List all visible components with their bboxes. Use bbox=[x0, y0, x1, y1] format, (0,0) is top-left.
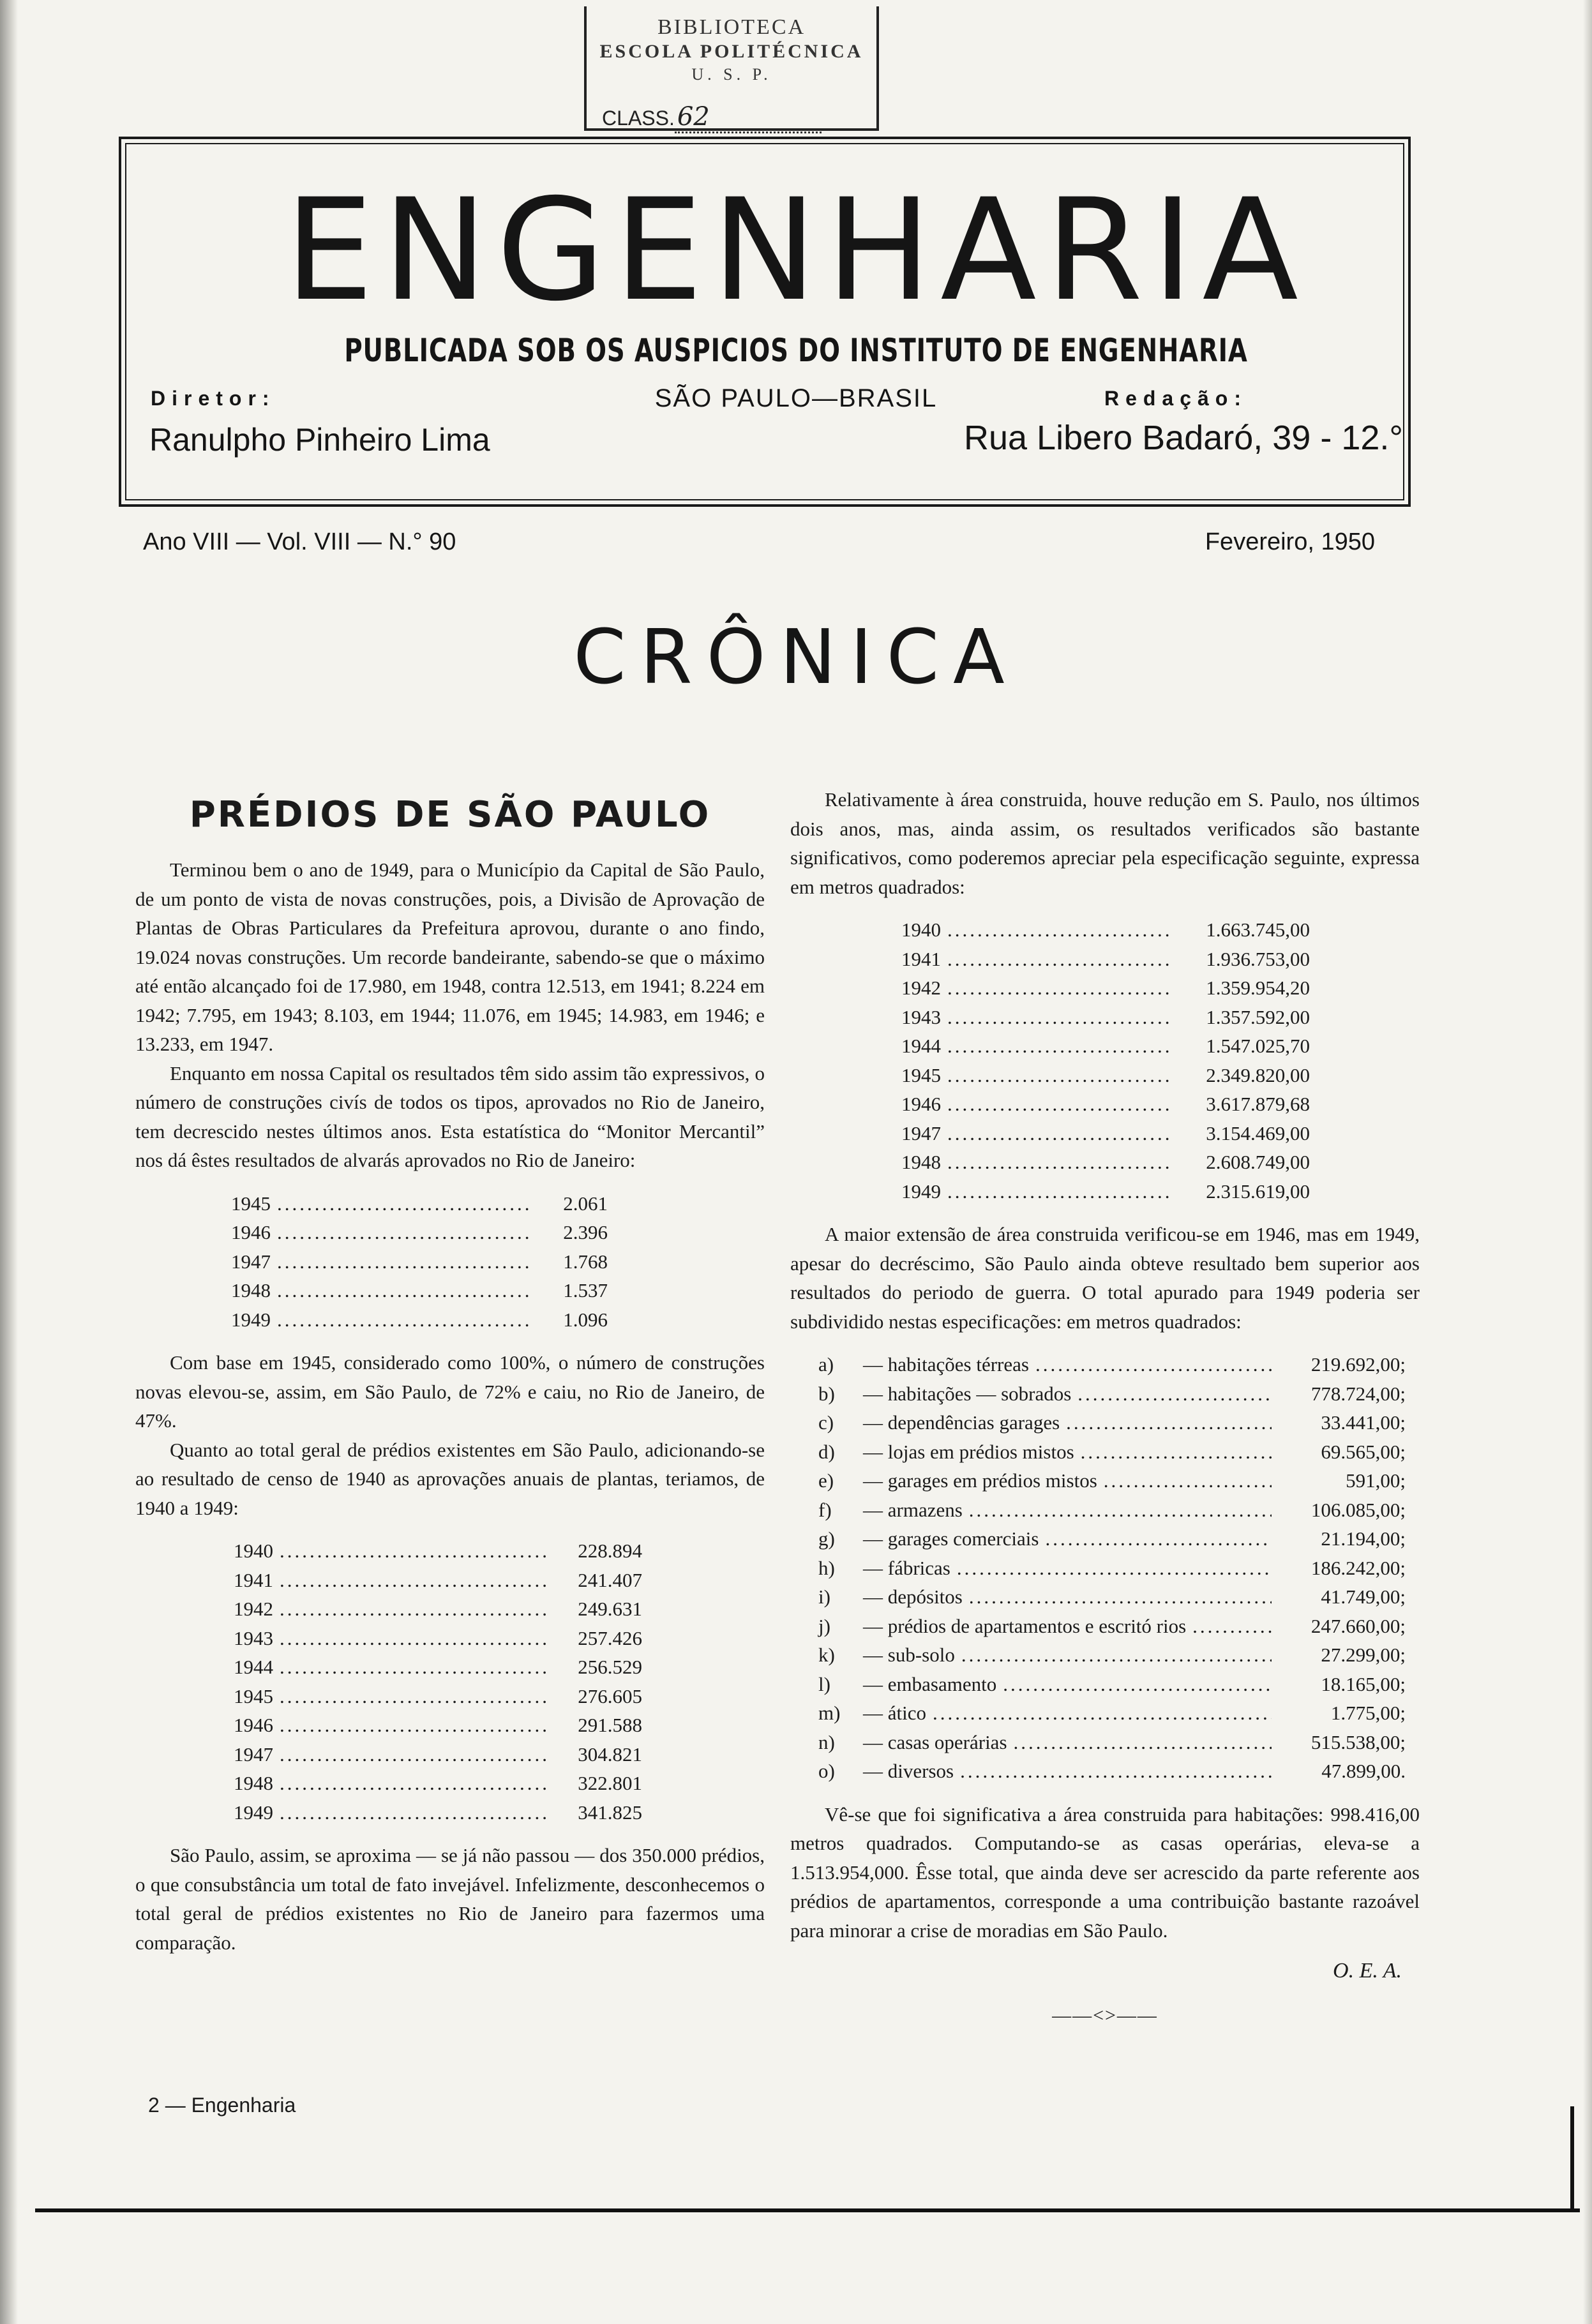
article-heading: PRÉDIOS DE SÃO PAULO bbox=[189, 794, 711, 836]
paragraph-6: Relativamente à área construida, houve redução em S. Paulo, nos últimos dois anos, mas, ainda assim, os resultados verificados são bastante significativos, como poderemos apreciar pela especificação seguinte, expressa em metros quadrados: bbox=[790, 788, 1420, 898]
table-row: g) — garages comerciais ..... 21.194,00; bbox=[818, 1524, 1406, 1554]
signature: O. E. A. bbox=[1333, 1959, 1402, 1983]
page-bottom-edge bbox=[35, 2208, 1580, 2212]
table-row: 1946 ..... 291.588 bbox=[234, 1711, 642, 1740]
stamp-class-label: CLASS. bbox=[602, 107, 675, 130]
table-row: m) — ático ..... 1.775,00; bbox=[818, 1698, 1406, 1728]
table-row: 1945 ..... 2.349.820,00 bbox=[901, 1061, 1310, 1090]
stamp-class-value: 62 bbox=[677, 102, 710, 131]
stamp-line-3: U. S. P. bbox=[691, 65, 772, 84]
table-row: 1941 ..... 241.407 bbox=[234, 1566, 642, 1595]
table-row: e) — garages em prédios mistos ..... 591,00; bbox=[818, 1466, 1406, 1496]
ornament: ——<>—— bbox=[1052, 2004, 1158, 2026]
table-row: 1947 ..... 3.154.469,00 bbox=[901, 1119, 1310, 1148]
table-row: i) — depósitos ..... 41.749,00; bbox=[818, 1582, 1406, 1612]
section-title: CRÔNICA bbox=[573, 613, 1019, 701]
table-row: 1946 ..... 2.396 bbox=[231, 1218, 608, 1247]
table-row: n) — casas operárias ..... 515.538,00; bbox=[818, 1728, 1406, 1757]
table-row: 1945 ..... 2.061 bbox=[231, 1189, 608, 1218]
table-row: 1946 ..... 3.617.879,68 bbox=[901, 1090, 1310, 1119]
table-row: 1943 ..... 257.426 bbox=[234, 1624, 642, 1653]
table-rio bbox=[231, 1189, 608, 1335]
table-row: 1944 ..... 256.529 bbox=[234, 1653, 642, 1682]
masthead-subtitle: PUBLICADA SOB OS AUSPICIOS DO INSTITUTO DE ENGENHARIA bbox=[344, 332, 1248, 369]
table-row: h) — fábricas ..... 186.242,00; bbox=[818, 1554, 1406, 1583]
table-row: 1947 ..... 304.821 bbox=[234, 1740, 642, 1769]
table-row: 1945 ..... 276.605 bbox=[234, 1682, 642, 1711]
paragraph-8: Vê-se que foi significativa a área construida para habitações: 998.416,00 metros quadrados. Computando-se as casas operárias, eleva-se a 1.513.954,000. Êsse total, que ainda deve ser acrescido da parte referente aos prédios de apartamentos, corresponde a uma contribuição bastante razoável para minorar a crise de moradias em São Paulo. bbox=[790, 1803, 1420, 1942]
table-row: j) — prédios de apartamentos e escritó rios ..... 247.660,00; bbox=[818, 1612, 1406, 1641]
binding-shadow bbox=[0, 0, 18, 2324]
table-row: 1949 ..... 1.096 bbox=[231, 1305, 608, 1335]
stamp-line-1: BIBLIOTECA bbox=[657, 15, 806, 39]
paragraph-4: Quanto ao total geral de prédios existentes em São Paulo, adicionando-se ao resultado de censo de 1940 as aprovações anuais de plantas, teriamos, de 1940 a 1949: bbox=[135, 1438, 765, 1519]
table-specification bbox=[818, 1350, 1406, 1786]
table-row: 1948 ..... 1.537 bbox=[231, 1276, 608, 1305]
paragraph-2: Enquanto em nossa Capital os resultados têm sido assim tão expressivos, o número de construções civís de todos os tipos, aprovados no Rio de Janeiro, tem decrescido nestes últimos anos. Esta estatística do “Monitor Mercantil” nos dá êstes resultados de alvarás aprovados no Rio de Janeiro: bbox=[135, 1061, 765, 1171]
director-name: Ranulpho Pinheiro Lima bbox=[149, 422, 490, 458]
table-row: 1949 ..... 2.315.619,00 bbox=[901, 1177, 1310, 1206]
table-row: 1942 ..... 249.631 bbox=[234, 1594, 642, 1624]
table-row: c) — dependências garages ..... 33.441,00; bbox=[818, 1408, 1406, 1437]
left-column bbox=[135, 785, 765, 1957]
table-row: o) — diversos ..... 47.899,00. bbox=[818, 1757, 1406, 1786]
paragraph-3: Com base em 1945, considerado como 100%, o número de construções novas elevou-se, assim, em São Paulo, de 72% e caiu, no Rio de Janeiro, de 47%. bbox=[135, 1351, 765, 1432]
masthead-title: ENGENHARIA bbox=[285, 169, 1307, 332]
table-row: k) — sub-solo ..... 27.299,00; bbox=[818, 1640, 1406, 1670]
table-built-area bbox=[901, 915, 1310, 1206]
table-row: 1949 ..... 341.825 bbox=[234, 1798, 642, 1827]
table-row: f) — armazens ..... 106.085,00; bbox=[818, 1496, 1406, 1525]
table-row: 1943 ..... 1.357.592,00 bbox=[901, 1003, 1310, 1032]
stamp-class bbox=[602, 102, 822, 133]
table-row: 1948 ..... 2.608.749,00 bbox=[901, 1148, 1310, 1177]
paragraph-5: São Paulo, assim, se aproxima — se já não passou — dos 350.000 prédios, o que consubstância um total de fato invejável. Infelizmente, desconhecemos o total geral de prédios existentes no Rio de Janeiro para fazermos uma comparação. bbox=[135, 1844, 765, 1954]
table-row: 1940 ..... 228.894 bbox=[234, 1536, 642, 1566]
issue-date: Fevereiro, 1950 bbox=[1205, 529, 1375, 555]
table-row: 1941 ..... 1.936.753,00 bbox=[901, 945, 1310, 974]
redaction-label: Redação: bbox=[1104, 387, 1247, 410]
issue-volume: Ano VIII — Vol. VIII — N.° 90 bbox=[143, 529, 456, 555]
redaction-address: Rua Libero Badaró, 39 - 12.° bbox=[963, 419, 1403, 457]
paragraph-1: Terminou bem o ano de 1949, para o Município da Capital de São Paulo, de um ponto de vista de novas construções, pois, a Divisão de Aprovação de Plantas de Obras Particulares da Prefeitura aprovou, durante o ano findo, 19.024 novas construções. Um recorde bandeirante, sabendo-se que o máximo até então alcançado foi de 17.980, em 1948, contra 12.513, em 1941; 8.224 em 1942; 7.795, em 1943; 8.103, em 1944; 11.076, em 1945; 14.983, em 1946; e 13.233, em 1947. bbox=[135, 858, 765, 1055]
table-row: a) — habitações térreas ..... 219.692,00; bbox=[818, 1350, 1406, 1379]
table-row: l) — embasamento ..... 18.165,00; bbox=[818, 1670, 1406, 1699]
masthead-place: SÃO PAULO—BRASIL bbox=[654, 384, 938, 412]
director-label: Diretor: bbox=[151, 387, 276, 410]
table-row: 1947 ..... 1.768 bbox=[231, 1247, 608, 1277]
page-right-edge bbox=[1570, 2106, 1574, 2212]
table-row: b) — habitações — sobrados ..... 778.724,00; bbox=[818, 1379, 1406, 1409]
table-row: 1948 ..... 322.801 bbox=[234, 1769, 642, 1798]
page-footer: 2 — Engenharia bbox=[148, 2094, 296, 2117]
paragraph-7: A maior extensão de área construida verificou-se em 1946, mas em 1949, apesar do decréscimo, São Paulo ainda obteve resultado bem superior aos resultados do periodo de guerra. O total apurado para 1949 poderia ser subdividido nestas especificações: em metros quadrados: bbox=[790, 1223, 1420, 1333]
table-row: 1940 ..... 1.663.745,00 bbox=[901, 915, 1310, 945]
table-row: d) — lojas em prédios mistos ..... 69.565,00; bbox=[818, 1437, 1406, 1467]
stamp-line-2: ESCOLA POLITÉCNICA bbox=[599, 41, 864, 62]
table-row: 1942 ..... 1.359.954,20 bbox=[901, 973, 1310, 1003]
page-edge-shadow bbox=[1583, 0, 1592, 2324]
table-row: 1944 ..... 1.547.025,70 bbox=[901, 1031, 1310, 1061]
table-total-buildings bbox=[234, 1536, 642, 1827]
library-stamp bbox=[584, 6, 879, 131]
right-column bbox=[790, 785, 1420, 2030]
